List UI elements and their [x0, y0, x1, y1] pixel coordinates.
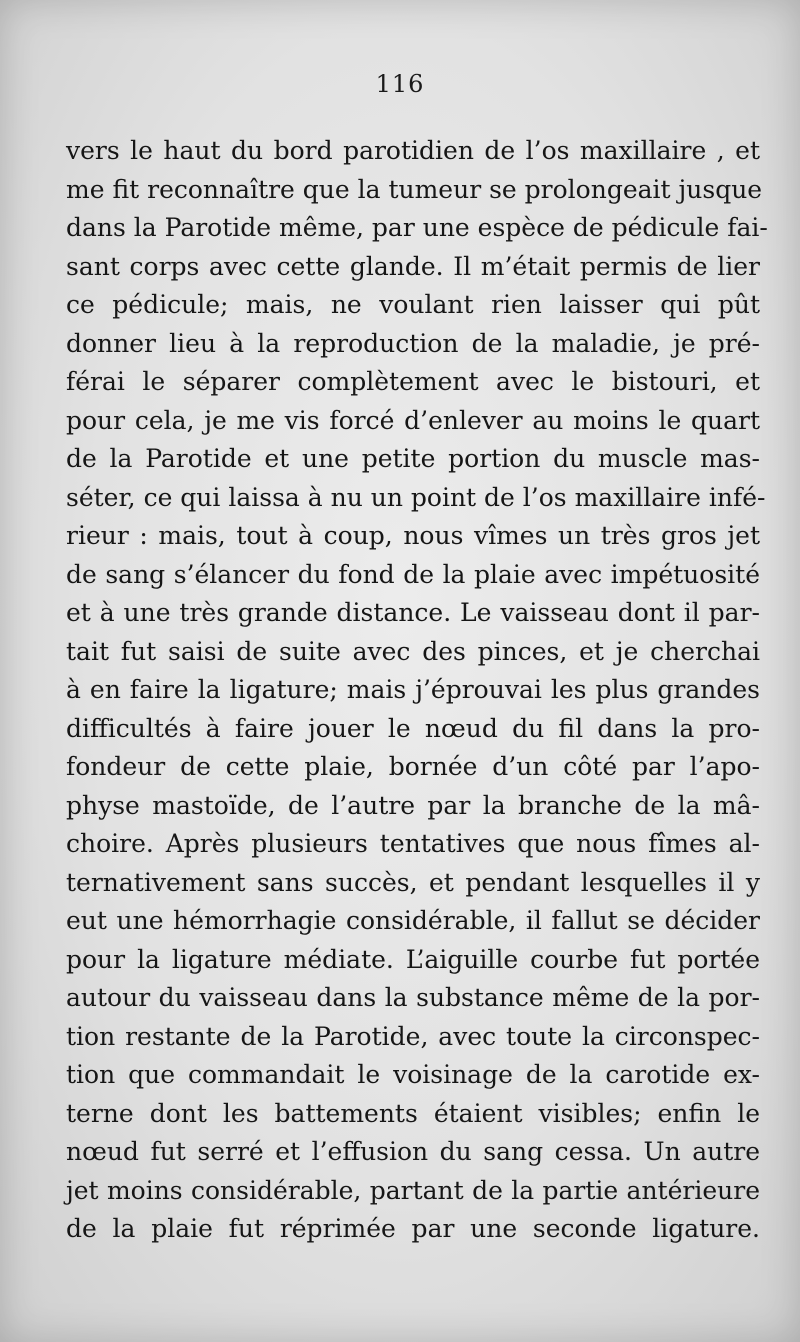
text-line: physe mastoïde, de l’autre par la branche de la mâ-: [66, 790, 760, 820]
text-line: choire. Après plusieurs tentatives que nous fîmes al-: [66, 829, 760, 858]
text-line: nœud fut serré et l’effusion du sang cessa. Un autre: [66, 1137, 760, 1166]
text-line: ce pédicule; mais, ne voulant rien laisser qui pût: [66, 290, 760, 319]
text-line: à en faire la ligature; mais j’éprouvai les plus grandes: [66, 675, 760, 704]
text-line: tion que commandait le voisinage de la carotide ex-: [66, 1060, 760, 1089]
text-line: et à une très grande distance. Le vaisseau dont il par-: [66, 598, 760, 627]
text-line: vers le haut du bord parotidien de l’os maxillaire , et: [66, 136, 760, 165]
text-line: pour cela, je me vis forcé d’enlever au moins le quart: [66, 405, 760, 435]
body-text: [66, 132, 768, 1249]
text-line: férai le séparer complètement avec le bistouri, et: [66, 367, 760, 396]
text-line: difficultés à faire jouer le nœud du fil dans la pro-: [66, 713, 760, 743]
text-line: autour du vaisseau dans la substance même de la por-: [66, 983, 760, 1012]
text-line: dans la Parotide même, par une espèce de pédicule fai-: [66, 213, 768, 242]
text-line: ternativement sans succès, et pendant lesquelles il y: [66, 867, 760, 897]
text-line: pour la ligature médiate. L’aiguille courbe fut portée: [66, 944, 760, 974]
text-line: tait fut saisi de suite avec des pinces, et je cherchai: [66, 636, 760, 666]
text-line: rieur : mais, tout à coup, nous vîmes un très gros jet: [66, 521, 760, 550]
text-line: séter, ce qui laissa à nu un point de l’os maxillaire infé-: [66, 482, 766, 512]
text-line: jet moins considérable, partant de la partie antérieure: [66, 1175, 760, 1205]
text-line: de la Parotide et une petite portion du muscle mas-: [66, 444, 760, 473]
text-line: sant corps avec cette glande. Il m’était permis de lier: [66, 251, 760, 281]
text-line: de sang s’élancer du fond de la plaie avec impétuosité: [66, 559, 760, 589]
page-number: 116: [375, 70, 425, 98]
text-line: eut une hémorrhagie considérable, il fallut se décider: [66, 906, 760, 935]
text-line: de la plaie fut réprimée par une seconde ligature.: [66, 1214, 760, 1243]
text-line: tion restante de la Parotide, avec toute la circonspec-: [66, 1021, 760, 1051]
text-line: donner lieu à la reproduction de la maladie, je pré-: [66, 328, 760, 358]
text-line: me fit reconnaître que la tumeur se prolongeait jusque: [66, 174, 763, 204]
text-line: fondeur de cette plaie, bornée d’un côté par l’apo-: [66, 752, 760, 781]
text-line: terne dont les battements étaient visibles; enfin le: [66, 1098, 760, 1128]
